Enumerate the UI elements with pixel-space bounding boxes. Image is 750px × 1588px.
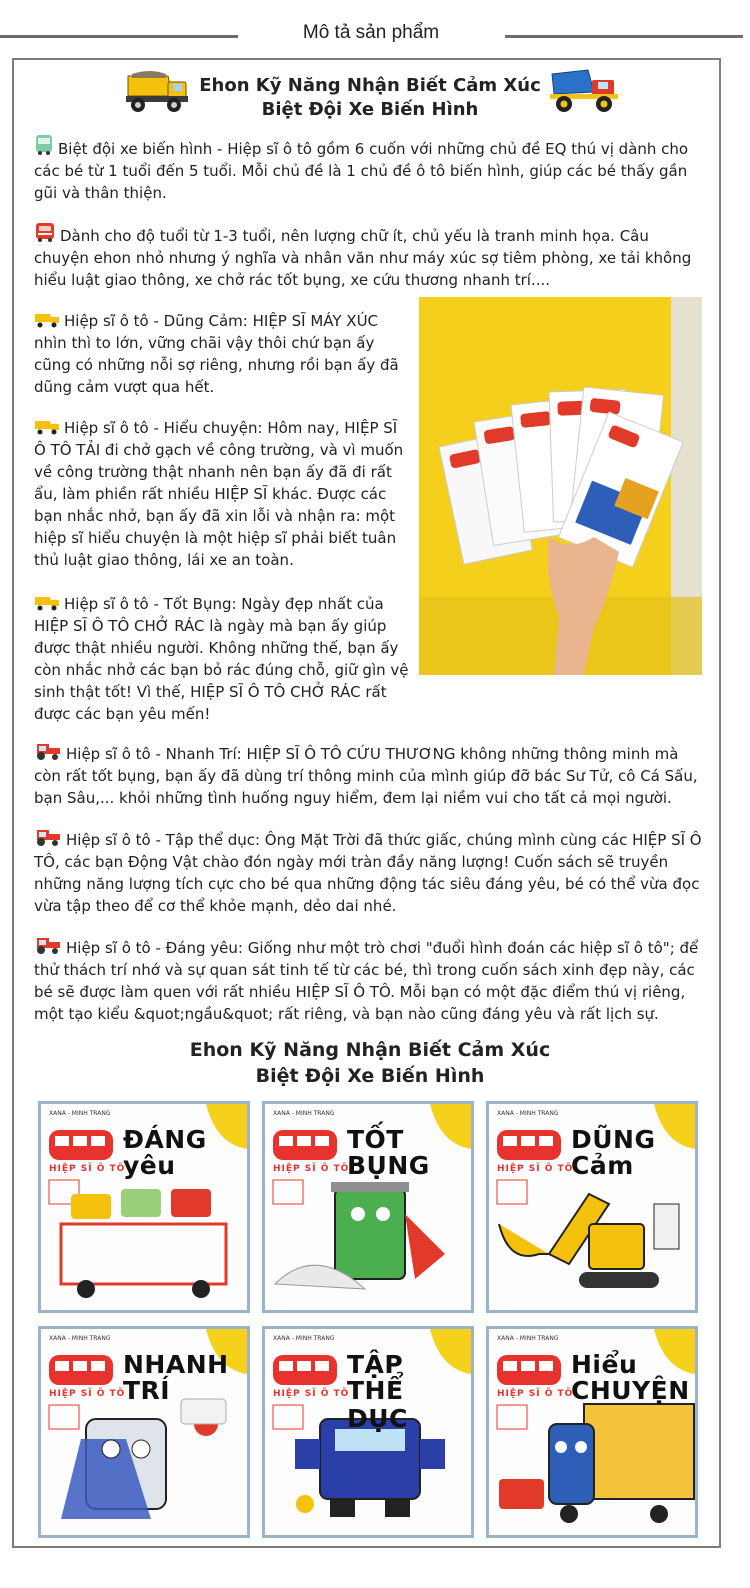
paragraph-3 (34, 310, 409, 398)
paragraph-2 (34, 221, 704, 291)
paragraph-5-text: Hiệp sĩ ô tô - Tốt Bụng: Ngày đẹp nhất của HIỆP SĨ Ô TÔ CHỞ RÁC là ngày mà bạn ấy giúp được thật nhiều người. Không những thế, bạn ấy còn nhắc nhở các bạn bỏ rác đúng chỗ, giữ gìn vệ sinh thật tốt! Vì thế, HIỆP SĨ Ô TÔ CHỞ RÁC rất được các bạn yêu mến! (34, 595, 409, 723)
paragraph-2-text: Dành cho độ tuổi từ 1-3 tuổi, nên lượng chữ ít, chủ yếu là tranh minh họa. Câu chuyện ehon nhỏ nhưng ý nghĩa và nhân văn như máy xúc sợ tiêm phòng, xe tải không hiểu luật giao thông, xe chở rác tốt bụng, xe cứu thương nhanh trí.... (34, 227, 692, 289)
paragraph-4-text: Hiệp sĩ ô tô - Hiểu chuyện: Hôm nay, HIỆP SĨ Ô TÔ TẢI đi chở gạch về công trường, và vì muốn về công trường thật nhanh nên bạn ấy đã đi rất ẩu, làm phiền rất nhiều HIỆP SĨ khác. Được các bạn nhắc nhở, bạn ấy đã xin lỗi và nhận ra: một hiệp sĩ hiểu chuyện là một hiệp sĩ phải biết tuân thủ luật giao thông, lái xe an toàn. (34, 419, 404, 569)
cover-title-b: CHUYỆN (571, 1376, 690, 1405)
gallery-title (145, 1037, 595, 1089)
book-cover-hieu-chuyen (486, 1326, 698, 1538)
cover-title-b: yêu (123, 1151, 176, 1180)
product-photo (419, 297, 702, 675)
header-rule-left (0, 35, 238, 38)
paragraph-6 (34, 741, 704, 809)
paragraph-1-text: Biệt đội xe biến hình - Hiệp sĩ ô tô gồm 6 cuốn với những chủ đề EQ thú vị dành cho các bé từ 1 tuổi đến 5 tuổi. Mỗi chủ đề là 1 chủ đề ô tô biến hình, giúp các bé thấy gần gũi và thân thiện. (34, 140, 689, 202)
intro-title (170, 74, 570, 122)
paragraph-6-text: Hiệp sĩ ô tô - Nhanh Trí: HIỆP SĨ Ô TÔ CỨU THƯƠNG không những thông minh mà còn rất tốt bụng, bạn ấy đã dùng trí thông minh của mình giúp đỡ bác Sư Tử, cô Cá Sấu, bạn Sâu,... khỏi những tình huống nguy hiểm, đem lại niềm vui cho tất cả mọi người. (34, 745, 698, 807)
header-rule-right (505, 35, 743, 38)
cover-title-a: DŨNG (571, 1125, 656, 1154)
cover-title-a: NHANH (123, 1350, 229, 1379)
book-cover-tap-the-duc (262, 1326, 474, 1538)
intro-title-line1: Ehon Kỹ Năng Nhận Biết Cảm Xúc (199, 75, 541, 96)
book-cover-tot-bung (262, 1101, 474, 1313)
tractor-icon (34, 741, 62, 761)
gallery-title-line1: Ehon Kỹ Năng Nhận Biết Cảm Xúc (189, 1039, 551, 1061)
cover-title-b: Cảm (571, 1151, 634, 1180)
paragraph-1 (34, 134, 704, 204)
cover-title-b: BỤNG (347, 1151, 430, 1180)
gallery-title-line2: Biệt Đội Xe Biến Hình (255, 1065, 485, 1087)
bus-icon (34, 134, 54, 156)
paragraph-8-text: Hiệp sĩ ô tô - Đáng yêu: Giống như một trò chơi "đuổi hình đoán các hiệp sĩ ô tô"; để thử thách trí nhớ và sự quan sát tinh tế từ các bé, thì trong cuốn sách xinh đẹp này, các bé sẽ được làm quen với rất nhiều HIỆP SĨ Ô TÔ. Mỗi bạn có một đặc điểm thú vị riêng, một tạo kiểu &quot;ngầu&quot; rất riêng, và bạn nào cũng đáng yêu và rất lịch sự. (34, 939, 699, 1023)
cover-series-label: HIỆP SĨ Ô TÔ (49, 1389, 126, 1399)
cover-title-a: TẬP (347, 1350, 404, 1379)
cover-title-a: ĐÁNG (123, 1125, 207, 1154)
cover-series-label: HIỆP SĨ Ô TÔ (497, 1164, 574, 1174)
cover-title-a: TỐT (347, 1125, 404, 1154)
book-cover-dung-cam (486, 1101, 698, 1313)
paragraph-8 (34, 935, 704, 1025)
cover-series-label: HIỆP SĨ Ô TÔ (273, 1164, 350, 1174)
cover-author: XANA - MINH TRANG (49, 1335, 111, 1342)
section-header (0, 22, 750, 52)
paragraph-7-text: Hiệp sĩ ô tô - Tập thể dục: Ông Mặt Trời đã thức giấc, chúng mình cùng các HIỆP SĨ Ô TÔ, các bạn Động Vật chào đón ngày mới tràn đầy năng lượng! Cuốn sách sẽ truyền những năng lượng tích cực cho bé qua những động tác siêu đáng yêu, bé có thể vừa đọc vừa tập theo để cơ thể khỏe mạnh, dẻo dai nhé. (34, 831, 702, 915)
cover-title-b: TRÍ (123, 1376, 171, 1405)
intro-title-line2: Biệt Đội Xe Biến Hình (261, 99, 479, 120)
cover-series-label: HIỆP SĨ Ô TÔ (273, 1389, 350, 1399)
paragraph-5 (34, 593, 409, 725)
book-cover-nhanh-tri (38, 1326, 250, 1538)
cover-author: XANA - MINH TRANG (497, 1335, 559, 1342)
cover-author: XANA - MINH TRANG (497, 1110, 559, 1117)
section-title: Mô tả sản phẩm (302, 22, 440, 43)
cover-title-b: THỂ DỤC (347, 1376, 408, 1433)
cover-author: XANA - MINH TRANG (273, 1335, 335, 1342)
fire-truck-icon (34, 221, 56, 243)
dump-truck-icon (34, 595, 60, 611)
cover-series-label: HIỆP SĨ Ô TÔ (49, 1164, 126, 1174)
cover-author: XANA - MINH TRANG (49, 1110, 111, 1117)
dump-truck-icon (34, 419, 60, 435)
dump-truck-icon (34, 312, 60, 328)
paragraph-7 (34, 827, 704, 917)
cover-author: XANA - MINH TRANG (273, 1110, 335, 1117)
cover-title-a: Hiểu (571, 1350, 638, 1379)
book-cover-dang-yeu (38, 1101, 250, 1313)
tractor-icon (34, 935, 62, 955)
tractor-icon (34, 827, 62, 847)
paragraph-3-text: Hiệp sĩ ô tô - Dũng Cảm: HIỆP SĨ MÁY XÚC nhìn thì to lớn, vững chãi vậy thôi chứ bạn ấy cũng có những nỗi sợ riêng, nhưng rồi bạn ấy đã dũng cảm vượt qua hết. (34, 312, 399, 396)
paragraph-4 (34, 417, 409, 571)
cover-series-label: HIỆP SĨ Ô TÔ (497, 1389, 574, 1399)
